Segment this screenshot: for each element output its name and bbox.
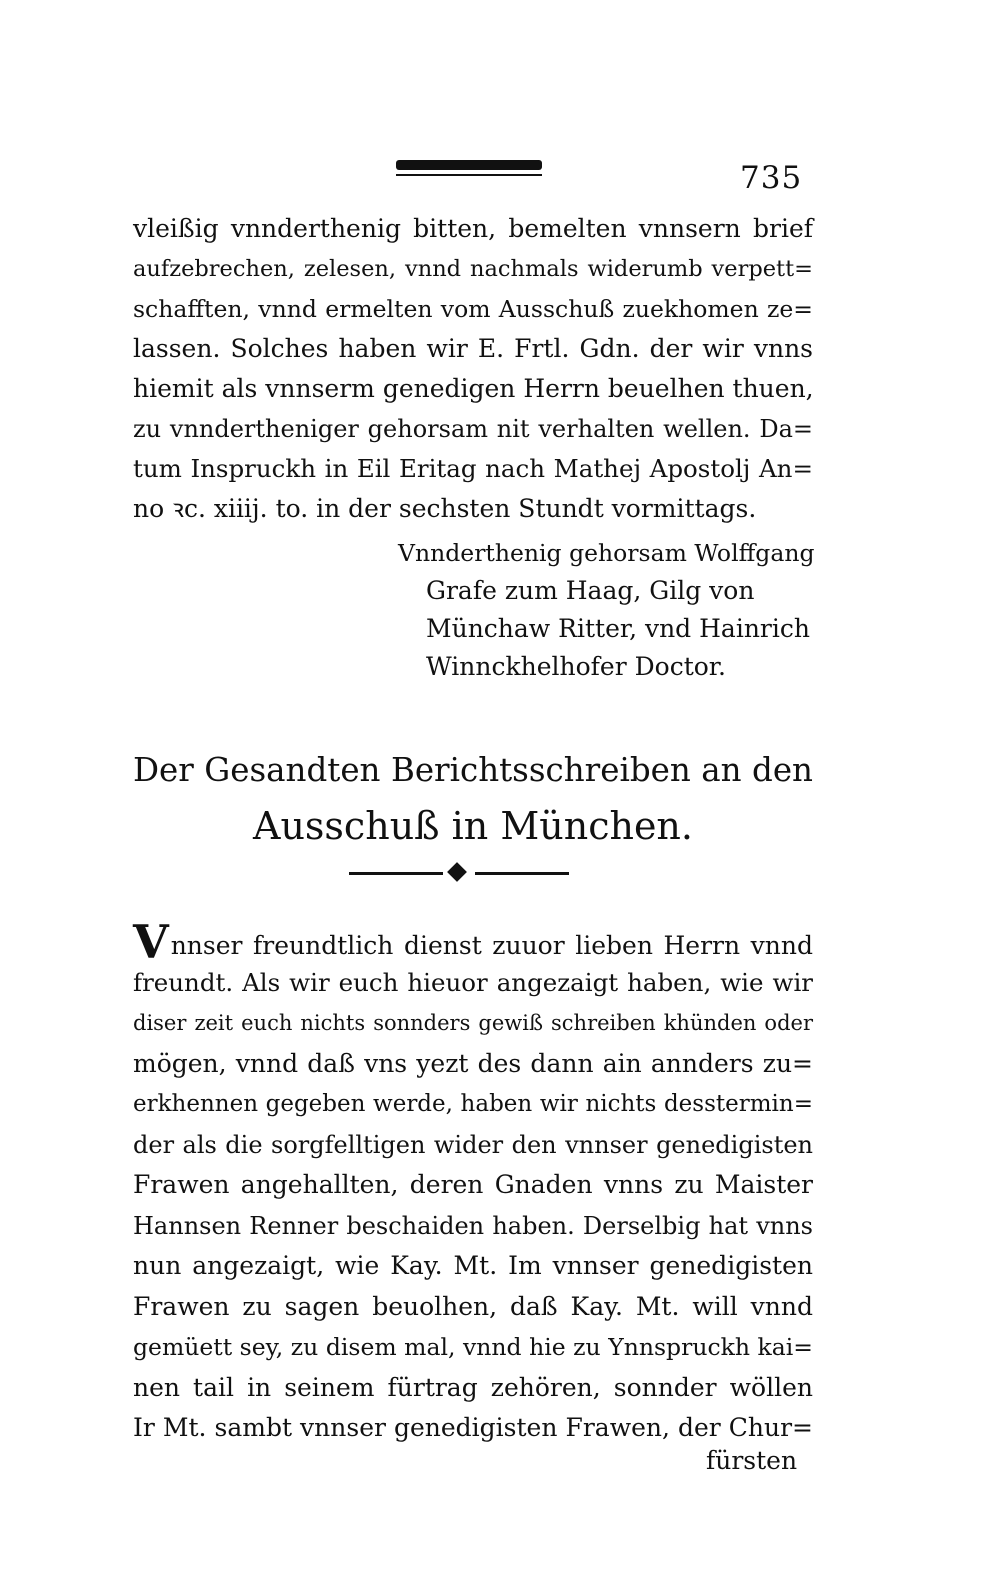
divider-bar-right	[475, 872, 569, 875]
signature-line: Winnckhelhofer Doctor.	[426, 652, 726, 681]
header-rule-thick	[396, 160, 542, 170]
signature-line: Vnnderthenig gehorsam Wolffgang	[398, 539, 815, 567]
body-line: gemüett sey, zu disem mal, vnnd hie zu Ynnspruckh kai=	[133, 1333, 813, 1361]
page-number: 735	[740, 160, 803, 196]
body-line: nen tail in seinem fürtrag zehören, sonnder wöllen	[133, 1372, 813, 1402]
body-line: nun angezaigt, wie Kay. Mt. Im vnnser genedigisten	[133, 1251, 813, 1280]
text-line: tum Inspruckh in Eil Eritag nach Mathej Apostolj An=	[133, 454, 813, 483]
body-line: Ir Mt. sambt vnnser genedigisten Frawen, der Chur=	[133, 1413, 813, 1442]
body-line: Frawen angehallten, deren Gnaden vnns zu Maister	[133, 1170, 813, 1199]
top-paragraph	[133, 209, 813, 529]
header-rule-thin	[396, 174, 542, 176]
body-first-line	[133, 915, 813, 969]
header-ornament-rule	[396, 160, 542, 176]
text-line: hiemit als vnnserm genedigen Herrn beuelhen thuen,	[133, 374, 814, 403]
section-heading	[133, 742, 813, 854]
body-line: der als die sorgfelltigen wider den vnnser genedigisten	[133, 1130, 813, 1159]
text-line: vleißig vnnderthenig bitten, bemelten vnnsern brief	[133, 214, 813, 243]
text-line: lassen. Solches haben wir E. Frtl. Gdn. der wir vnns	[133, 334, 813, 363]
catchword: fürsten	[706, 1446, 798, 1475]
heading-line: Der Gesandten Berichtsschreiben an den	[133, 751, 813, 789]
body-line: diser zeit euch nichts sonnders gewiß schreiben khünden oder	[133, 1011, 813, 1035]
text-line: aufzebrechen, zelesen, vnnd nachmals widerumb verpett=	[133, 256, 813, 282]
heading-line: Ausschuß in München.	[253, 804, 693, 848]
signature-line: Münchaw Ritter, vnd Hainrich	[426, 614, 810, 643]
body-line: mögen, vnnd daß vns yezt des dann ain annders zu=	[133, 1048, 813, 1078]
divider-diamond-icon	[447, 862, 467, 882]
body-line: freundt. Als wir euch hieuor angezaigt haben, wie wir	[133, 967, 813, 997]
body-line: erkhennen gegeben werde, haben wir nichts desstermin=	[133, 1091, 813, 1117]
text-line: no ꝛc. xiiij. to. in der sechsten Stundt vormittags.	[133, 494, 757, 523]
body-line: Hannsen Renner beschaiden haben. Derselbig hat vnns	[133, 1211, 813, 1240]
signature-line: Grafe zum Haag, Gilg von	[426, 576, 755, 605]
text-line: schafften, vnnd ermelten vom Ausschuß zuekhomen ze=	[133, 295, 813, 323]
section-divider-ornament	[349, 864, 569, 884]
divider-bar-left	[349, 872, 443, 875]
body-paragraph	[133, 915, 813, 1449]
text-line: zu vnndertheniger gehorsam nit verhalten wellen. Da=	[133, 415, 813, 443]
body-line: Frawen zu sagen beuolhen, daß Kay. Mt. will vnnd	[133, 1291, 813, 1321]
signature-block	[398, 534, 818, 686]
drop-initial: V	[133, 915, 169, 969]
body-first-line-text: nnser freundtlich dienst zuuor lieben Herrn vnnd	[170, 931, 813, 960]
